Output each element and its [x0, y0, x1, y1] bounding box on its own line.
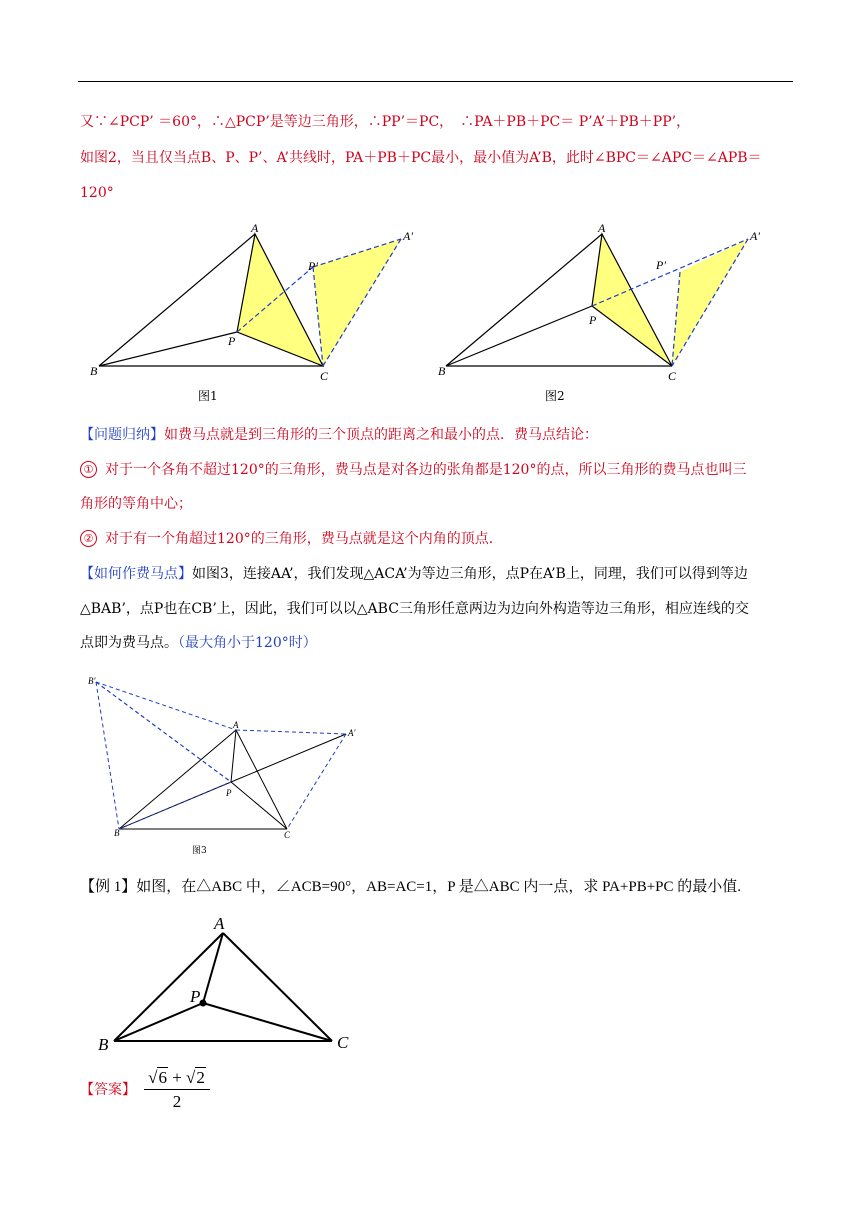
fig1-label-ap: A' — [403, 229, 413, 243]
fig4-point-p — [200, 1000, 207, 1007]
summary-text: 如费马点就是到三角形的三个顶点的距离之和最小的点．费马点结论： — [164, 427, 598, 443]
summary-line — [80, 425, 598, 445]
header-rule — [78, 81, 793, 82]
figure-3 — [84, 672, 374, 860]
fig3-label-ap: A' — [348, 728, 356, 738]
item1-text: 对于一个各角不超过120°的三角形，费马点是对各边的张角都是120°的点，所以三角形的费马点也叫三 — [105, 462, 747, 478]
answer-numerator: √6 + √2 — [144, 1068, 210, 1090]
summary-tag: 【问题归纳】 — [80, 427, 164, 443]
answer-fraction — [144, 1068, 210, 1112]
summary-item1-line2: 角形的等角中心； — [80, 496, 192, 512]
construct-text1: 如图3，连接AA’，我们发现△ACA’为等边三角形，点P在A’B上，同理，我们可以得到等边 — [192, 566, 748, 582]
fig1-label-pp: P' — [308, 259, 318, 273]
fig1-triangle-ppap — [313, 239, 401, 366]
item2-number: ② — [80, 530, 97, 547]
construct-tag: 【如何作费马点】 — [80, 566, 192, 582]
answer-plus: + — [172, 1068, 182, 1087]
construct-note: （最大角小于120°时） — [178, 635, 317, 651]
example-1-text: 【例 1】如图，在△ABC 中，∠ACB=90°，AB=AC=1，P 是△ABC 内一点，求 PA+PB+PC 的最小值. — [80, 879, 742, 895]
fig1-label-a: A — [251, 222, 259, 235]
fig1-label-p: P — [228, 334, 236, 348]
fig2-label-b: B — [438, 364, 446, 378]
fig2-label-p: P — [589, 313, 597, 327]
fig2-caption: 图2 — [545, 389, 565, 403]
construct-line3 — [80, 633, 317, 653]
construct-line2: △BAB’，点P也在CB’上，因此，我们可以以△ABC三角形任意两边为边向外构造等边三角形，相应连线的交 — [80, 601, 749, 617]
summary-item1-line1 — [80, 460, 746, 480]
answer-denominator: 2 — [172, 1092, 182, 1111]
fig1-label-c: C — [320, 369, 329, 383]
fig4-label-a: A — [214, 914, 225, 933]
para1-line1: 又∵∠PCP’ ＝60°，∴△PCP’是等边三角形，∴PP’＝PC， ∴PA＋PB＋PC＝ P’A’＋PB＋PP’， — [80, 114, 691, 130]
item2-text: 对于有一个角超过120°的三角形，费马点就是这个内角的顶点． — [105, 531, 503, 547]
figure-4 — [94, 908, 364, 1058]
fig3-label-c: C — [284, 830, 291, 840]
fig1-caption: 图1 — [198, 389, 218, 403]
fig2-label-ap: A' — [750, 229, 760, 243]
answer-radicand-1: 6 — [158, 1068, 167, 1087]
figure-2 — [432, 222, 772, 407]
fig4-label-b: B — [98, 1035, 109, 1054]
item1-number: ① — [80, 461, 97, 478]
fig2-triangle-apc — [592, 234, 672, 366]
fig1-label-b: B — [90, 364, 98, 378]
summary-item2-line — [80, 529, 503, 549]
fig3-label-p: P — [226, 788, 232, 798]
fig1-triangle-apc — [237, 234, 323, 366]
construct-line1 — [80, 564, 748, 584]
fig4-label-p: P — [190, 987, 201, 1006]
para1-line2: 如图2，当且仅当点B、P、P’、A’共线时，PA＋PB＋PC最小，最小值为A’B，此时∠BPC＝∠APC＝∠APB＝ — [80, 150, 762, 166]
fig2-label-c: C — [668, 369, 677, 383]
answer-tag: 【答案】 — [80, 1082, 136, 1098]
construct-text3: 点即为费马点。 — [80, 635, 178, 651]
fig2-label-a: A — [598, 222, 606, 235]
answer-radicand-2: 2 — [196, 1068, 205, 1087]
fig3-label-a: A — [233, 720, 239, 730]
para1-line3: 120° — [80, 185, 114, 201]
figure-1 — [85, 222, 425, 407]
fig4-label-c: C — [337, 1033, 349, 1052]
fig2-label-pp: P' — [656, 258, 666, 272]
fig3-label-bp: B' — [88, 676, 96, 686]
fig3-label-b: B — [114, 828, 120, 838]
fig3-caption: 图3 — [192, 846, 207, 856]
